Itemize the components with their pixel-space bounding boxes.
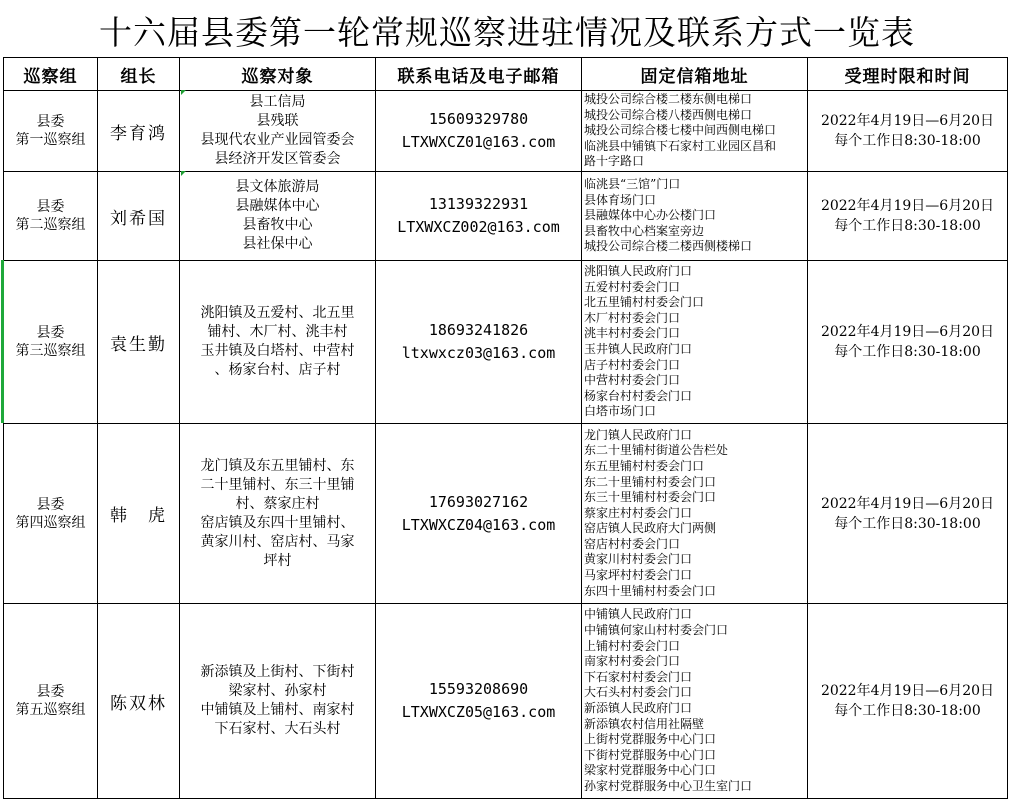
mailbox-line: 北五里铺村村委会门口 (584, 295, 705, 310)
mailbox-line: 上铺村村委会门口 (584, 638, 681, 653)
cell-mailbox[interactable] (582, 424, 808, 604)
mailbox-line: 南家村村委会门口 (584, 654, 681, 669)
mailbox-line: 马家坪村村委会门口 (584, 568, 693, 583)
group-name: 第五巡察组 (15, 702, 86, 718)
table-row (4, 604, 1008, 799)
email-address: ltxwxcz03@163.com (401, 344, 556, 362)
mailbox-line: 下石家村村委会门口 (584, 669, 693, 684)
cell-leader[interactable]: 刘希国 (98, 172, 180, 261)
mailbox-line: 东五里铺村村委会门口 (584, 458, 705, 473)
phone-number: 18693241826 (428, 321, 529, 339)
target-line: 梁家村、孙家村 (228, 683, 327, 699)
mailbox-line: 新添镇人民政府门口 (584, 701, 693, 715)
cell-group[interactable] (4, 261, 98, 424)
target-line: 铺村、木厂村、洮丰村 (207, 324, 348, 340)
mailbox-line: 城投公司综合楼七楼中间西侧电梯口 (584, 123, 777, 138)
group-line: 县委 (36, 496, 65, 513)
cell-contact[interactable] (376, 172, 582, 261)
group-line: 县委 (36, 199, 65, 215)
phone-number: 17693027162 (428, 492, 529, 511)
header-contact[interactable]: 联系电话及电子邮箱 (376, 58, 582, 91)
target-line: 县畜牧中心 (242, 217, 313, 233)
mailbox-line: 蔡家庄村村委会门口 (584, 505, 693, 520)
cell-time[interactable] (808, 604, 1008, 799)
target-line: 中铺镇及上铺村、南家村 (200, 702, 355, 718)
mailbox-line: 玉井镇人民政府门口 (584, 342, 693, 356)
cell-leader[interactable]: 韩 虎 (98, 424, 180, 604)
mailbox-line: 中铺镇人民政府门口 (584, 607, 693, 622)
mailbox-line: 县体育场门口 (584, 192, 657, 207)
group-line: 县委 (36, 325, 65, 341)
group-line: 县委 (36, 114, 65, 130)
time-hours: 每个工作日8:30-18:00 (834, 703, 981, 719)
cell-time[interactable] (808, 172, 1008, 261)
cell-time[interactable] (808, 261, 1008, 424)
table-row (4, 424, 1008, 604)
cell-contact[interactable] (376, 604, 582, 799)
target-line: 洮阳镇及五爱村、北五里 (200, 305, 355, 321)
cell-target[interactable] (180, 604, 376, 799)
target-line: 村、蔡家庄村 (235, 495, 320, 512)
header-row (4, 58, 1008, 91)
target-line: 县文体旅游局 (235, 179, 320, 195)
cell-mailbox[interactable] (582, 91, 808, 172)
cell-mailbox[interactable] (582, 604, 808, 799)
phone-number: 15609329780 (428, 110, 529, 128)
target-line: 黄家川村、窑店村、马家 (200, 533, 355, 550)
mailbox-line: 洮丰村村委会门口 (584, 326, 681, 341)
table-row (4, 91, 1008, 172)
cell-contact[interactable] (376, 91, 582, 172)
cell-comment-marker (181, 90, 186, 95)
cell-comment-marker (181, 171, 186, 176)
mailbox-line: 窑店村村委会门口 (584, 536, 681, 551)
mailbox-line: 城投公司综合楼八楼西侧电梯口 (584, 107, 753, 122)
cell-group[interactable] (4, 172, 98, 261)
cell-target[interactable] (180, 91, 376, 172)
mailbox-line: 东三十里铺村村委会门口 (584, 490, 717, 505)
time-hours: 每个工作日8:30-18:00 (834, 218, 981, 234)
selection-indicator (1, 260, 4, 423)
target-line: 县社保中心 (242, 236, 313, 252)
header-target[interactable]: 巡察对象 (180, 58, 376, 91)
email-address: LTXWXCZ05@163.com (401, 703, 556, 721)
mailbox-line: 路十字路口 (584, 154, 645, 169)
mailbox-line: 中营村村委会门口 (584, 373, 681, 388)
group-name: 第一巡察组 (15, 132, 86, 148)
mailbox-line: 城投公司综合楼二楼西侧楼梯口 (584, 239, 753, 254)
phone-number: 15593208690 (428, 680, 529, 698)
mailbox-line: 中铺镇何家山村村委会门口 (584, 623, 729, 638)
phone-number: 13139322931 (428, 195, 529, 213)
time-range: 2022年4月19日—6月20日 (820, 324, 995, 340)
mailbox-line: 大石头村村委会门口 (584, 685, 693, 700)
mailbox-line: 县融媒体中心办公楼门口 (584, 208, 717, 223)
cell-mailbox[interactable] (582, 261, 808, 424)
cell-target[interactable] (180, 424, 376, 604)
target-line: 下石家村、大石头村 (214, 721, 341, 737)
mailbox-line: 下街村党群服务中心门口 (584, 747, 717, 762)
cell-time[interactable] (808, 91, 1008, 172)
mailbox-line: 临洮县“三馆”门口 (584, 177, 681, 192)
email-address: LTXWXCZ04@163.com (401, 515, 556, 534)
table-row (4, 261, 1008, 424)
cell-group[interactable] (4, 424, 98, 604)
email-address: LTXWXCZ01@163.com (401, 133, 556, 151)
mailbox-line: 龙门镇人民政府门口 (584, 427, 693, 442)
mailbox-line: 木厂村村委会门口 (584, 310, 681, 325)
cell-contact[interactable] (376, 261, 582, 424)
mailbox-line: 东四十里铺村村委会门口 (584, 583, 717, 598)
target-line: 县残联 (256, 113, 299, 129)
cell-group[interactable] (4, 604, 98, 799)
target-line: 龙门镇及东五里铺村、东 (200, 457, 355, 474)
group-line: 县委 (36, 684, 65, 700)
inspection-table (3, 57, 1008, 799)
mailbox-line: 县畜牧中心档案室旁边 (584, 223, 705, 238)
header-mailbox[interactable]: 固定信箱地址 (582, 58, 808, 91)
target-line: 、杨家台村、店子村 (214, 362, 341, 378)
time-hours: 每个工作日8:30-18:00 (834, 344, 981, 360)
cell-target[interactable] (180, 261, 376, 424)
cell-leader[interactable]: 袁生勤 (98, 261, 180, 424)
time-hours: 每个工作日8:30-18:00 (834, 515, 981, 532)
mailbox-line: 上街村党群服务中心门口 (584, 732, 717, 747)
mailbox-line: 孙家村党群服务中心卫生室门口 (584, 778, 753, 793)
target-line: 玉井镇及白塔村、中营村 (200, 343, 355, 359)
target-line: 坪村 (263, 552, 292, 569)
target-line: 二十里铺村、东三十里铺 (200, 476, 355, 493)
sheet-title: 十六届县委第一轮常规巡察进驻情况及联系方式一览表 (99, 13, 915, 52)
time-range: 2022年4月19日—6月20日 (820, 198, 995, 214)
header-time[interactable]: 受理时限和时间 (808, 58, 1008, 91)
target-line: 新添镇及上街村、下街村 (200, 664, 355, 680)
time-hours: 每个工作日8:30-18:00 (834, 133, 981, 149)
cell-target[interactable] (180, 172, 376, 261)
cell-time[interactable] (808, 424, 1008, 604)
time-range: 2022年4月19日—6月20日 (820, 683, 995, 699)
cell-leader[interactable]: 李育鸿 (98, 91, 180, 172)
target-line: 县工信局 (249, 94, 306, 110)
mailbox-line: 杨家台村村委会门口 (584, 388, 693, 403)
mailbox-line: 城投公司综合楼二楼东侧电梯口 (584, 92, 753, 107)
target-line: 县融媒体中心 (235, 198, 320, 214)
cell-mailbox[interactable] (582, 172, 808, 261)
cell-contact[interactable] (376, 424, 582, 604)
email-address: LTXWXCZ002@163.com (397, 218, 560, 236)
group-name: 第四巡察组 (15, 514, 86, 531)
cell-leader[interactable]: 陈双林 (98, 604, 180, 799)
time-range: 2022年4月19日—6月20日 (820, 113, 995, 129)
mailbox-line: 洮阳镇人民政府门口 (584, 264, 693, 279)
mailbox-line: 五爱村村委会门口 (584, 279, 681, 294)
target-line: 县现代农业产业园管委会 (200, 132, 355, 148)
group-name: 第三巡察组 (15, 343, 86, 359)
mailbox-line: 黄家川村村委会门口 (584, 552, 693, 567)
header-leader[interactable]: 组长 (98, 58, 180, 91)
target-line: 窑店镇及东四十里铺村、 (200, 514, 355, 531)
time-range: 2022年4月19日—6月20日 (820, 495, 995, 512)
header-group[interactable]: 巡察组 (4, 58, 98, 91)
target-line: 县经济开发区管委会 (214, 151, 341, 167)
mailbox-line: 东二十里铺村村委会门口 (584, 474, 717, 489)
table-row (4, 172, 1008, 261)
mailbox-line: 店子村村委会门口 (584, 357, 681, 372)
mailbox-line: 白塔市场门口 (584, 404, 657, 419)
mailbox-line: 新添镇农村信用社隔壁 (584, 716, 705, 731)
mailbox-line: 临洮县中铺镇下石家村工业园区昌和 (584, 138, 777, 153)
mailbox-line: 梁家村党群服务中心门口 (584, 763, 717, 778)
group-name: 第二巡察组 (15, 217, 86, 233)
mailbox-line: 东二十里铺村街道公告栏处 (584, 443, 729, 458)
cell-group[interactable] (4, 91, 98, 172)
mailbox-line: 窑店镇人民政府大门两侧 (584, 521, 717, 536)
